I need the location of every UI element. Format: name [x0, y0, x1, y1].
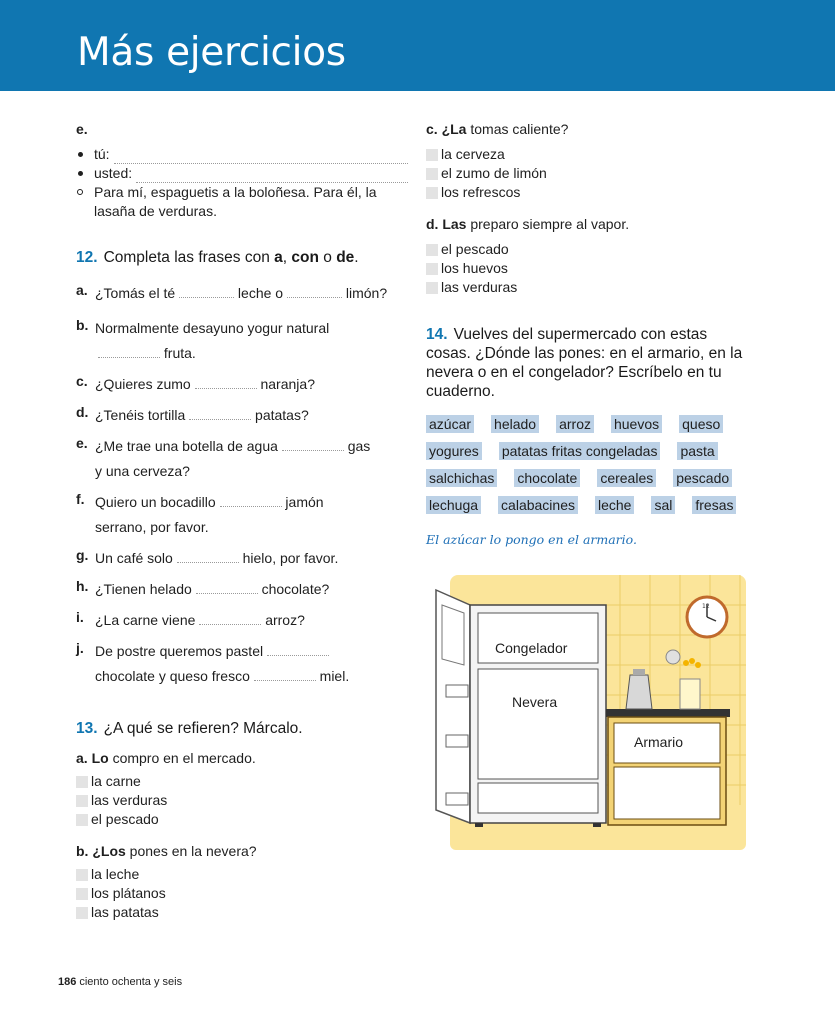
- freezer-label: Congelador: [495, 640, 568, 656]
- checkbox-icon[interactable]: [76, 888, 88, 900]
- list-item: usted:: [76, 164, 408, 183]
- exercise-13d: d. Las preparo siempre al vapor. el pescado los huevos las verduras: [426, 215, 756, 297]
- list-item: tú:: [76, 145, 408, 164]
- exercise-13a: a. Lo compro en el mercado. la carne las verduras el pescado: [76, 749, 408, 829]
- checkbox-option[interactable]: los plátanos: [76, 884, 408, 903]
- page-header: [0, 0, 835, 91]
- exercise-12-item-f: f. Quiero un bocadillo jamón serrano, por favor.: [76, 491, 324, 535]
- checkbox-icon[interactable]: [76, 776, 88, 788]
- exercise-11e-list: [76, 145, 408, 221]
- page-footer: [58, 976, 182, 988]
- exercise-12-item-d: d. ¿Tenéis tortilla patatas?: [76, 404, 309, 423]
- checkbox-option[interactable]: los huevos: [426, 259, 756, 278]
- answer-line[interactable]: [136, 169, 408, 183]
- bullet-dot-icon: [78, 152, 83, 157]
- checkbox-icon[interactable]: [426, 244, 438, 256]
- checkbox-option[interactable]: las patatas: [76, 903, 408, 922]
- checkbox-option[interactable]: la cerveza: [426, 145, 756, 164]
- clock-number: 12: [702, 603, 710, 610]
- checkbox-icon[interactable]: [426, 187, 438, 199]
- bullet-ring-icon: [77, 189, 83, 195]
- example-sentence: El azúcar lo pongo en el armario.: [426, 532, 637, 547]
- answer-blank[interactable]: [220, 494, 282, 507]
- word-chip: sal: [651, 496, 675, 514]
- page-number: 186: [58, 976, 77, 988]
- word-chip: queso: [679, 415, 723, 433]
- answer-blank[interactable]: [189, 407, 251, 420]
- checkbox-option[interactable]: el pescado: [76, 810, 408, 829]
- word-chip: helado: [491, 415, 539, 433]
- word-chip: pescado: [673, 469, 732, 487]
- checkbox-option[interactable]: la leche: [76, 865, 408, 884]
- word-chip: calabacines: [498, 496, 578, 514]
- exercise-13c: c. ¿La tomas caliente? la cerveza el zumo de limón los refrescos: [426, 120, 756, 202]
- checkbox-icon[interactable]: [426, 149, 438, 161]
- word-chip: cereales: [597, 469, 656, 487]
- word-chip: patatas fritas congeladas: [499, 442, 661, 460]
- checkbox-option[interactable]: el pescado: [426, 240, 756, 259]
- word-chip: huevos: [611, 415, 662, 433]
- word-chip: azúcar: [426, 415, 474, 433]
- checkbox-option[interactable]: la carne: [76, 772, 408, 791]
- checkbox-icon[interactable]: [426, 282, 438, 294]
- cupboard-label: Armario: [634, 734, 684, 750]
- checkbox-option[interactable]: las verduras: [76, 791, 408, 810]
- checkbox-icon[interactable]: [426, 168, 438, 180]
- exercise-12-item-h: h. ¿Tienen helado chocolate?: [76, 578, 330, 597]
- word-chip: lechuga: [426, 496, 481, 514]
- fridge-door: [436, 590, 470, 823]
- fridge-label: Nevera: [512, 694, 558, 710]
- checkbox-icon[interactable]: [76, 869, 88, 881]
- page-number-words: ciento ochenta y seis: [79, 976, 183, 988]
- word-bank: [426, 415, 756, 514]
- list-item: Para mí, espaguetis a la boloñesa. Para él, la lasaña de verduras.: [76, 183, 408, 221]
- word-chip: fresas: [692, 496, 736, 514]
- exercise-12-item-j: j. De postre queremos pastel chocolate y queso fresco miel.: [76, 640, 350, 684]
- kitchen-illustration: [430, 575, 750, 850]
- answer-blank[interactable]: [199, 612, 261, 625]
- checkbox-option[interactable]: los refrescos: [426, 183, 756, 202]
- answer-line[interactable]: [114, 150, 408, 164]
- answer-blank[interactable]: [254, 668, 316, 681]
- exercise-12-item-e: e. ¿Me trae una botella de agua gas y una cerveza?: [76, 435, 371, 479]
- word-chip: salchichas: [426, 469, 497, 487]
- exercise-12-title: 12. Completa las frases con a, con o de.: [76, 249, 359, 266]
- checkbox-icon[interactable]: [76, 795, 88, 807]
- word-chip: pasta: [677, 442, 717, 460]
- answer-blank[interactable]: [179, 285, 234, 298]
- answer-blank[interactable]: [98, 345, 160, 358]
- word-chip: leche: [595, 496, 634, 514]
- answer-blank[interactable]: [177, 550, 239, 563]
- left-column: [76, 120, 408, 922]
- word-chip: arroz: [556, 415, 594, 433]
- checkbox-option[interactable]: el zumo de limón: [426, 164, 756, 183]
- answer-blank[interactable]: [287, 285, 342, 298]
- right-column: [426, 120, 756, 549]
- exercise-12-item-i: i. ¿La carne viene arroz?: [76, 609, 305, 628]
- exercise-12-item-c: c. ¿Quieres zumo naranja?: [76, 373, 315, 392]
- page-title: Más ejercicios: [77, 30, 346, 75]
- exercise-13-title: 13. ¿A qué se refieren? Márcalo.: [76, 720, 303, 737]
- exercise-13b: b. ¿Los pones en la nevera? la leche los plátanos las patatas: [76, 842, 408, 922]
- exercise-12-item-g: g. Un café solo hielo, por favor.: [76, 547, 339, 566]
- checkbox-icon[interactable]: [76, 814, 88, 826]
- exercise-12-item-b: b. Normalmente desayuno yogur natural fruta.: [76, 317, 330, 361]
- answer-blank[interactable]: [195, 376, 257, 389]
- exercise-14-title: 14. Vuelves del supermercado con estas cosas. ¿Dónde las pones: en el armario, en la nevera o en el congelador? Escríbelo en tu cuaderno.: [426, 326, 743, 400]
- checkbox-option[interactable]: las verduras: [426, 278, 756, 297]
- checkbox-icon[interactable]: [76, 907, 88, 919]
- answer-blank[interactable]: [282, 438, 344, 451]
- exercise-12-item-a: a. ¿Tomás el té leche o limón?: [76, 282, 388, 301]
- coffee-pot: [626, 675, 652, 709]
- word-chip: chocolate: [514, 469, 580, 487]
- answer-blank[interactable]: [196, 581, 258, 594]
- kitchen-scene-icon: [430, 575, 750, 850]
- word-chip: yogures: [426, 442, 482, 460]
- answer-blank[interactable]: [267, 643, 329, 656]
- exercise-11e-label: e.: [76, 121, 88, 137]
- checkbox-icon[interactable]: [426, 263, 438, 275]
- bullet-dot-icon: [78, 171, 83, 176]
